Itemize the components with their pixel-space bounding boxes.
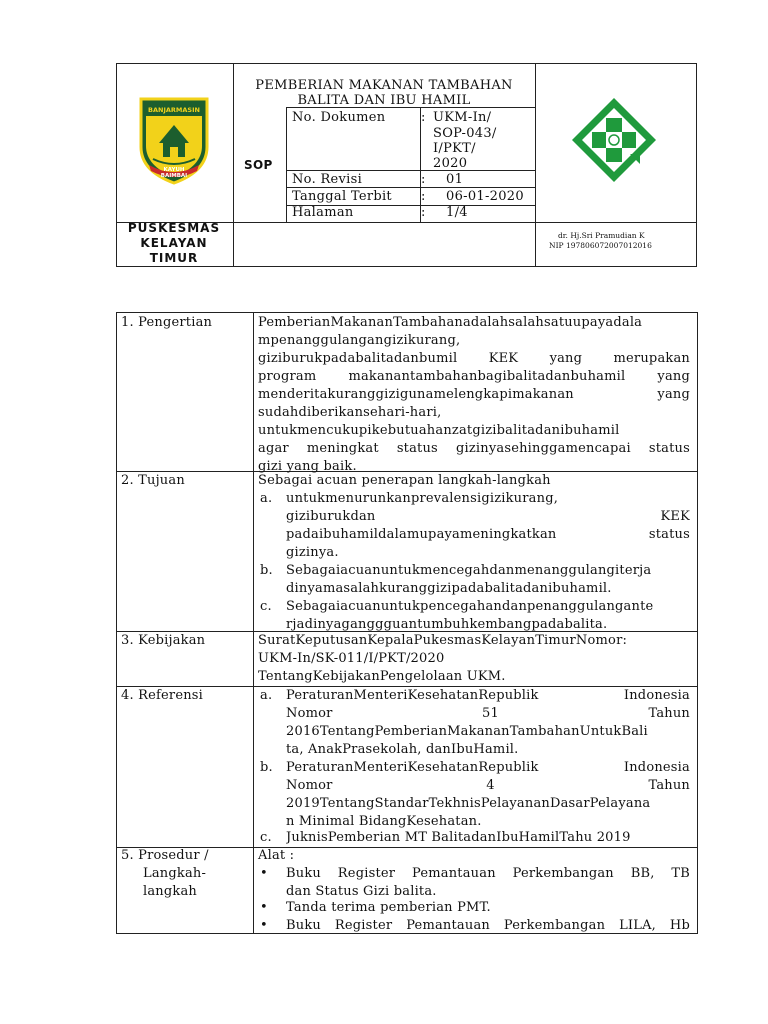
section-4-item-b: [286, 759, 690, 831]
terbit-colon: :: [421, 189, 426, 204]
text-line: ta, AnakPrasekolah, danIbuHamil.: [286, 742, 519, 757]
org-line-3: TIMUR: [149, 251, 199, 265]
sop-label: SOP: [244, 158, 273, 172]
section-5-bullet-1: [286, 865, 690, 901]
halaman-colon: :: [421, 205, 426, 220]
terbit-label: Tanggal Terbit: [292, 189, 392, 204]
org-line-2: KELAYAN: [140, 236, 208, 250]
logo-top-text: BANJARMASIN: [148, 106, 200, 114]
text-line: sudahdiberikansehari-hari,: [258, 405, 442, 420]
text-line: dinyamasalahkuranggizipadabalitadanibuhamil.: [286, 581, 612, 596]
logo-bottom-text: KAYUH BAIMBAI: [160, 167, 188, 179]
list-mark: b.: [260, 563, 273, 578]
halaman-label: Halaman: [292, 205, 354, 220]
halaman-value: 1/4: [446, 205, 468, 220]
text-line: untukmencukupikebutuahanzatgizibalitadanibuhamil: [258, 423, 620, 438]
text-line: SuratKeputusanKepalaPukesmasKelayanTimurNomor:: [258, 633, 628, 648]
list-mark: a.: [260, 688, 273, 703]
text-line: 2019TentangStandarTekhnisPelayananDasarPelayana: [286, 796, 651, 811]
dokumen-colon: :: [421, 110, 426, 125]
list-mark: a.: [260, 491, 273, 506]
text-line: Buku Register Pemantauan Perkembangan BB, TB: [286, 866, 690, 881]
section-3-body: [258, 632, 690, 686]
text-line: gizi yang baik.: [258, 459, 357, 474]
text-line: rjadinyaganggguantumbuhkembangpadabalita.: [286, 617, 608, 632]
text-line: Buku Register Pemantauan Perkembangan LILA, Hb: [286, 918, 690, 933]
revisi-value: 01: [446, 172, 464, 187]
section-5-bullet-2: [286, 899, 690, 917]
revisi-colon: :: [421, 172, 426, 187]
sop-title-line2: BALITA DAN IBU HAMIL: [297, 93, 471, 108]
text-line: untukmenurunkanprevalensigizikurang,: [286, 491, 559, 506]
text-line: JuknisPemberian MT BalitadanIbuHamilTahu 2019: [286, 830, 631, 845]
bullet-mark: •: [260, 918, 268, 933]
section-5-label: [121, 847, 209, 901]
section-4-item-c: [286, 829, 690, 847]
section-4-label: 4. Referensi: [121, 688, 204, 703]
text-line: Nomor 51 Tahun: [286, 706, 690, 721]
sop-title-line1: PEMBERIAN MAKANAN TAMBAHAN: [255, 78, 513, 93]
dokumen-value-2: SOP-043/: [433, 126, 497, 141]
text-line: menderitakuranggizigunamelengkapimakanan yang: [258, 387, 690, 402]
text-line: UKM-In/SK-011/I/PKT/2020: [258, 651, 445, 666]
text-line: PeraturanMenteriKesehatanRepublik Indonesia: [286, 760, 690, 775]
text-line: Nomor 4 Tahun: [286, 778, 690, 793]
bullet-mark: •: [260, 900, 268, 915]
text-line: langkah: [143, 884, 198, 899]
list-mark: c.: [260, 830, 272, 845]
section-3-label: 3. Kebijakan: [121, 633, 206, 648]
text-line: gizinya.: [286, 545, 339, 560]
section-2-item-c: [286, 598, 690, 634]
section-5-bullet-3: [286, 917, 690, 935]
text-line: PeraturanMenteriKesehatanRepublik Indonesia: [286, 688, 690, 703]
dokumen-label: No. Dokumen: [292, 110, 386, 125]
text-line: Tanda terima pemberian PMT.: [286, 900, 491, 915]
revisi-label: No. Revisi: [292, 172, 363, 187]
puskesmas-logo: [568, 94, 660, 186]
text-line: Langkah-: [143, 866, 207, 881]
list-mark: b.: [260, 760, 273, 775]
text-line: dan Status Gizi balita.: [286, 884, 437, 899]
org-line-1: PUSKESMAS: [127, 221, 221, 235]
text-line: n Minimal BidangKesehatan.: [286, 814, 482, 829]
section-4-item-a: [286, 687, 690, 759]
text-line: giziburukpadabalitadanbumil KEK yang merupakan: [258, 351, 690, 366]
dokumen-value-3: I/PKT/: [433, 141, 476, 156]
text-line: giziburukdan KEK: [286, 509, 690, 524]
text-line: Sebagaiacuanuntukmencegahdanmenanggulangiterja: [286, 563, 652, 578]
section-5-intro: Alat :: [258, 848, 295, 863]
text-line: 2016TentangPemberianMakananTambahanUntukBali: [286, 724, 648, 739]
text-line: 5. Prosedur /: [121, 848, 209, 863]
signer-name: dr. Hj.Sri Pramudian K: [558, 231, 645, 240]
list-mark: c.: [260, 599, 272, 614]
text-line: Sebagaiacuanuntukpencegahandanpenanggulangante: [286, 599, 654, 614]
bullet-mark: •: [260, 866, 268, 881]
text-line: padaibuhamildalamupayameningkatkan status: [286, 527, 690, 542]
signer-nip: NIP 197806072007012016: [549, 241, 652, 250]
text-line: mpenanggulangangizikurang,: [258, 333, 461, 348]
dokumen-value-1: UKM-In/: [433, 110, 492, 125]
text-line: agar meningkat status gizinyasehinggamencapai status: [258, 441, 690, 456]
section-2-item-a: [286, 490, 690, 562]
terbit-value: 06-01-2020: [446, 189, 524, 204]
text-line: TentangKebijakanPengelolaan UKM.: [258, 669, 506, 684]
section-2-item-b: [286, 562, 690, 598]
section-2-intro: Sebagai acuan penerapan langkah-langkah: [258, 473, 551, 488]
section-2-label: 2. Tujuan: [121, 473, 185, 488]
section-1-label: 1. Pengertian: [121, 315, 213, 330]
text-line: program makanantambahanbagibalitadanbuhamil yang: [258, 369, 690, 384]
dokumen-value-4: 2020: [433, 156, 468, 171]
text-line: PemberianMakananTambahanadalahsalahsatuupayadala: [258, 315, 643, 330]
section-1-body: [258, 314, 690, 476]
